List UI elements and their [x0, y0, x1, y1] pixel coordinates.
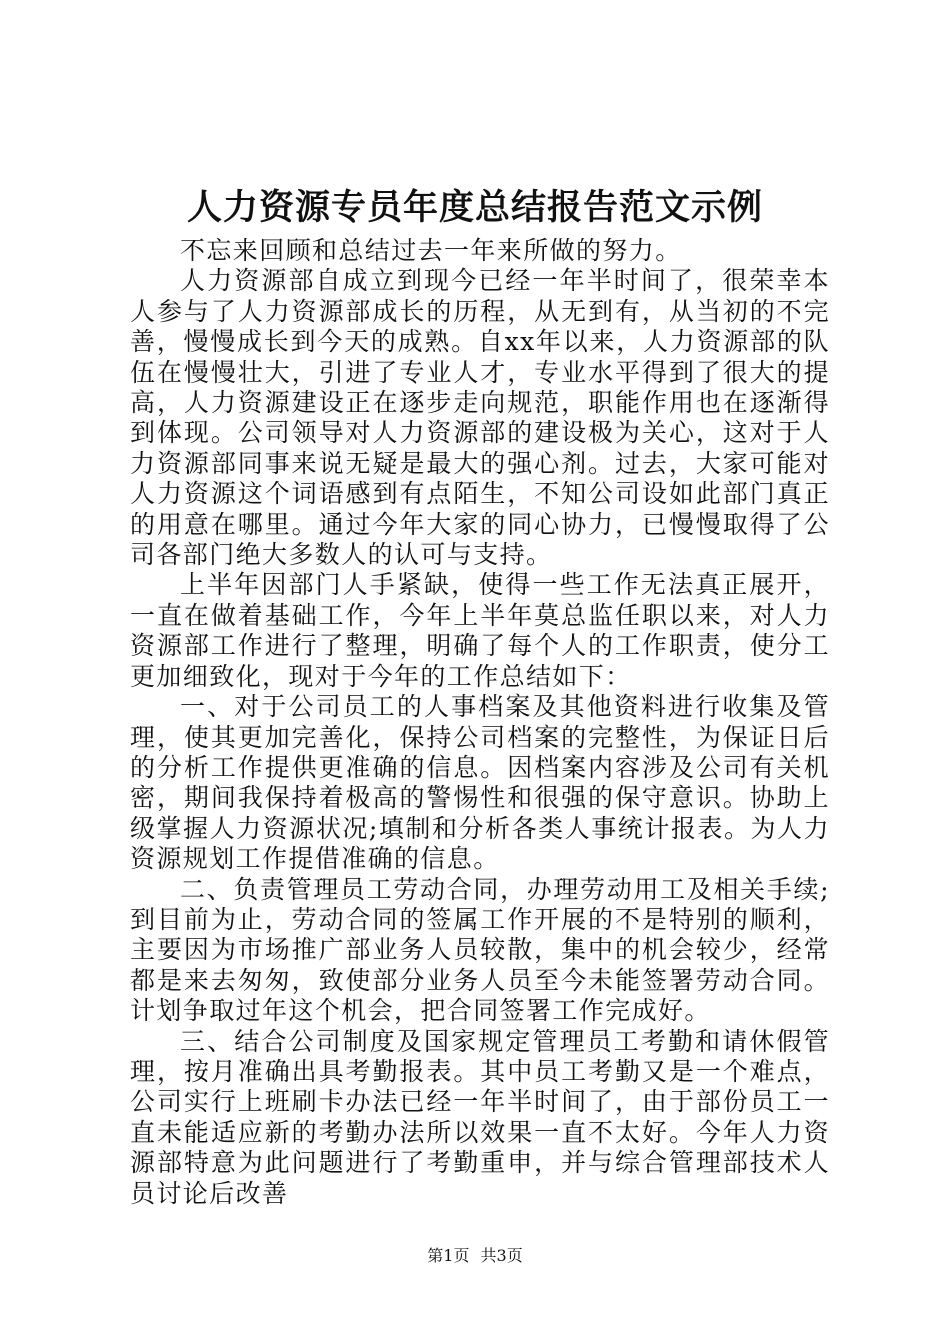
paragraph-first-half-year: 上半年因部门人手紧缺，使得一些工作无法真正展开，一直在做着基础工作，今年上半年莫总监任职以来，对人力资源部工作进行了整理，明确了每个人的工作职责，使分工更加细致化，现对于今年的工作总结如下：: [130, 570, 830, 691]
document-title: 人力资源专员年度总结报告范文示例: [186, 187, 763, 228]
page-total: 共3页: [480, 1246, 523, 1265]
paragraph-item-two-contracts: 二、负责管理员工劳动合同，办理劳动用工及相关手续;到目前为止，劳动合同的签属工作开展的不是特别的顺利，主要因为市场推广部业务人员较散，集中的机会较少，经常都是来去匆匆，致使部分业务人员至今未能签署劳动合同。计划争取过年这个机会，把合同签署工作完成好。: [130, 874, 830, 1026]
paragraph-intro: 不忘来回顾和总结过去一年来所做的努力。: [180, 236, 682, 265]
page-number: 第1页: [427, 1246, 470, 1265]
paragraph-item-one-archives: 一、对于公司员工的人事档案及其他资料进行收集及管理，使其更加完善化，保持公司档案的完整性，为保证日后的分析工作提供更准确的信息。因档案内容涉及公司有关机密，期间我保持着极高的警惕性和很强的保守意识。协助上级掌握人力资源状况;填制和分析各类人事统计报表。为人力资源规划工作提借准确的信息。: [130, 692, 830, 874]
page-footer: [0, 1245, 950, 1267]
document-body: [130, 236, 830, 1209]
paragraph-department-history: 人力资源部自成立到现今已经一年半时间了，很荣幸本人参与了人力资源部成长的历程，从无到有，从当初的不完善，慢慢成长到今天的成熟。自xx年以来，人力资源部的队伍在慢慢壮大，引进了专业人才，专业水平得到了很大的提高，人力资源建设正在逐步走向规范，职能作用也在逐渐得到体现。公司领导对人力资源部的建设极为关心，这对于人力资源部同事来说无疑是最大的强心剂。过去，大家可能对人力资源这个词语感到有点陌生，不知公司设如此部门真正的用意在哪里。通过今年大家的同心协力，已慢慢取得了公司各部门绝大多数人的认可与支持。: [130, 266, 830, 570]
paragraph-item-three-attendance: 三、结合公司制度及国家规定管理员工考勤和请休假管理，按月准确出具考勤报表。其中员工考勤又是一个难点，公司实行上班刷卡办法已经一年半时间了，由于部份员工一直未能适应新的考勤办法所以效果一直不太好。今年人力资源部特意为此问题进行了考勤重申，并与综合管理部技术人员讨论后改善: [130, 1026, 830, 1208]
